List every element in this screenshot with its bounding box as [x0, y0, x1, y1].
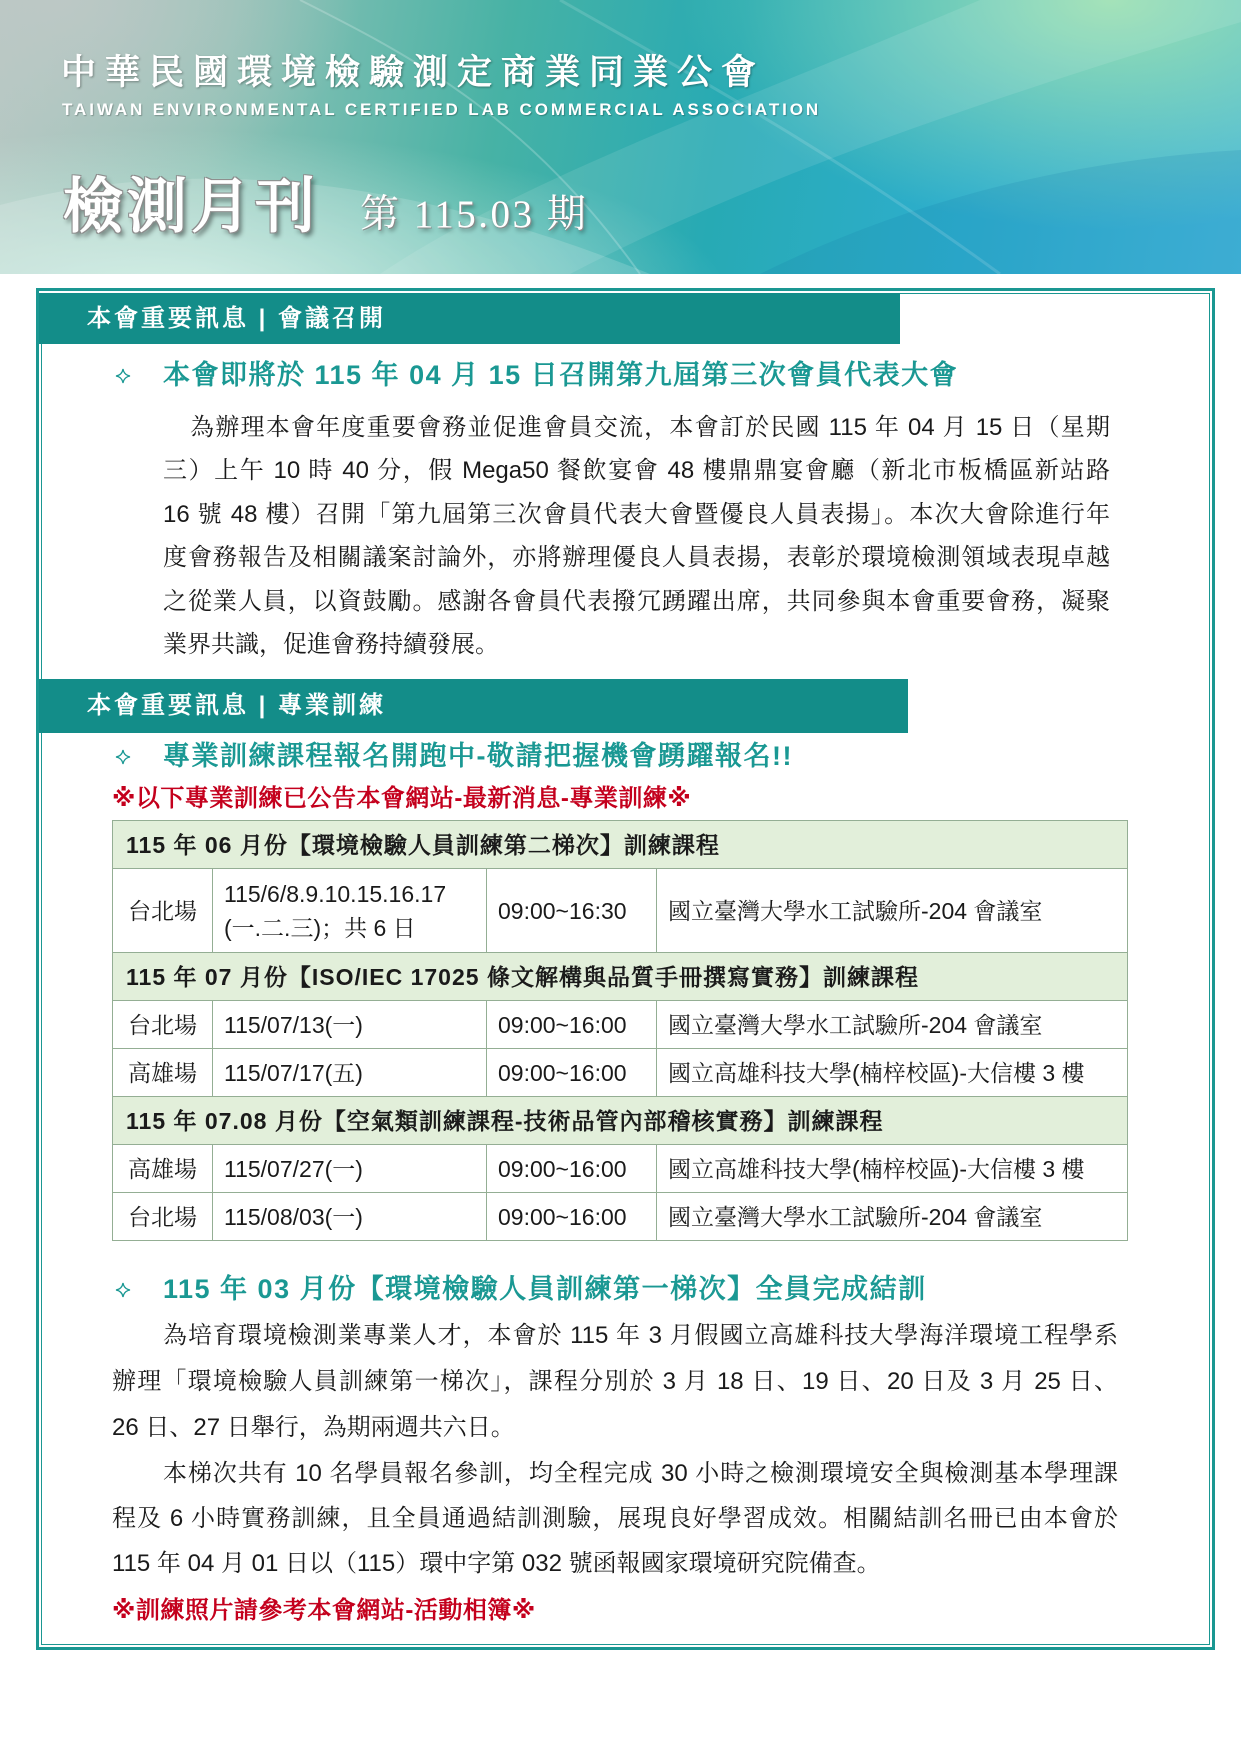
session-location: 國立高雄科技大學(楠梓校區)-大信樓 3 樓	[657, 1145, 1128, 1193]
paragraph-line: 業界共識，促進會務持續發展。	[163, 630, 499, 658]
paragraph-line: 三）上午 10 時 40 分，假 Mega50 餐飲宴會 48 樓鼎鼎宴會廳（新北市板橋區新站路	[163, 457, 1110, 485]
training-completion-title	[115, 1271, 1115, 1307]
training-photos-notice: ※訓練照片請參考本會網站-活動相簿※	[112, 1597, 536, 1624]
session-date: 115/08/03(一)	[213, 1193, 487, 1241]
course-session-row	[113, 1145, 1128, 1193]
session-venue: 台北場	[113, 869, 213, 953]
session-date: 115/07/17(五)	[213, 1049, 487, 1097]
publication-title: 檢測月刊	[63, 173, 319, 240]
session-location: 國立臺灣大學水工試驗所-204 會議室	[657, 1001, 1128, 1049]
four-pointed-star-icon	[115, 368, 131, 384]
course-session-row	[113, 1049, 1128, 1097]
session-location: 國立臺灣大學水工試驗所-204 會議室	[657, 869, 1128, 953]
course-session-row	[113, 869, 1128, 953]
session-venue: 台北場	[113, 1193, 213, 1241]
session-time: 09:00~16:00	[487, 1001, 657, 1049]
course-group-row	[113, 1097, 1128, 1145]
paragraph-line: 16 號 48 樓）召開「第九屆第三次會員代表大會暨優良人員表揚」。本次大會除進行年	[163, 500, 1110, 528]
course-group-title: 115 年 07.08 月份【空氣類訓練課程-技術品管內部稽核實務】訓練課程	[113, 1097, 1128, 1145]
course-schedule-table	[112, 820, 1128, 1241]
session-date	[213, 869, 487, 953]
session-time: 09:00~16:00	[487, 1049, 657, 1097]
masthead-banner	[0, 0, 1241, 274]
section-heading-meeting: 本會重要訊息 | 會議召開	[39, 293, 900, 344]
paragraph-line: 115 年 04 月 01 日以（115）環中字第 032 號函報國家環境研究院備查。	[112, 1550, 881, 1577]
paragraph-line: 程及 6 小時實務訓練，且全員通過結訓測驗，展現良好學習成效。相關結訓名冊已由本會於	[112, 1505, 1118, 1532]
training-website-notice: ※以下專業訓練已公告本會網站-最新消息-專業訓練※	[112, 785, 692, 812]
course-group-title: 115 年 06 月份【環境檢驗人員訓練第二梯次】訓練課程	[113, 821, 1128, 869]
association-name-en: TAIWAN ENVIRONMENTAL CERTIFIED LAB COMMERCIAL ASSOCIATION	[62, 100, 822, 119]
session-time: 09:00~16:00	[487, 1193, 657, 1241]
four-pointed-star-icon	[115, 749, 131, 765]
four-pointed-star-icon	[115, 1282, 131, 1298]
meeting-title-text: 本會即將於 115 年 04 月 15 日召開第九屆第三次會員代表大會	[163, 360, 959, 390]
paragraph-line: 辦理「環境檢驗人員訓練第一梯次」，課程分別於 3 月 18 日、19 日、20 日及 3 月 25 日、	[112, 1368, 1118, 1395]
paragraph-line: 為辦理本會年度重要會務並促進會員交流，本會訂於民國 115 年 04 月 15 日（星期	[190, 414, 1110, 441]
paragraph-line: 度會務報告及相關議案討論外，亦將辦理優良人員表揚，表彰於環境檢測領域表現卓越	[163, 544, 1110, 572]
association-name-zh: 中華民國環境檢驗測定商業同業公會	[61, 53, 766, 92]
paragraph-line: 本梯次共有 10 名學員報名參訓，均全程完成 30 小時之檢測環境安全與檢測基本學理課	[163, 1460, 1118, 1487]
session-venue: 高雄場	[113, 1145, 213, 1193]
meeting-announcement-title	[115, 357, 1115, 393]
session-location: 國立高雄科技大學(楠梓校區)-大信樓 3 樓	[657, 1049, 1128, 1097]
session-date: 115/07/27(一)	[213, 1145, 487, 1193]
paragraph-line: 之從業人員，以資鼓勵。感謝各會員代表撥冗踴躍出席，共同參與本會重要會務，凝聚	[163, 587, 1110, 615]
meeting-paragraph	[163, 406, 1110, 666]
course-session-row	[113, 1193, 1128, 1241]
session-venue: 高雄場	[113, 1049, 213, 1097]
training-title-text: 專業訓練課程報名開跑中-敬請把握機會踴躍報名!!	[163, 741, 793, 771]
completion-paragraph	[112, 1451, 1118, 1586]
course-group-row	[113, 953, 1128, 1001]
session-location: 國立臺灣大學水工試驗所-204 會議室	[657, 1193, 1128, 1241]
session-venue: 台北場	[113, 1001, 213, 1049]
training-registration-title	[115, 738, 1115, 774]
session-date-line: (一.二.三)；共 6 日	[224, 914, 416, 941]
session-time: 09:00~16:30	[487, 869, 657, 953]
session-date-line: 115/6/8.9.10.15.16.17	[224, 880, 447, 907]
session-date: 115/07/13(一)	[213, 1001, 487, 1049]
course-group-row	[113, 821, 1128, 869]
completion-paragraph	[112, 1313, 1118, 1451]
course-group-title: 115 年 07 月份【ISO/IEC 17025 條文解構與品質手冊撰寫實務】訓練課程	[113, 953, 1128, 1001]
paragraph-line: 為培育環境檢測業專業人才，本會於 115 年 3 月假國立高雄科技大學海洋環境工程學系	[163, 1322, 1118, 1349]
course-session-row	[113, 1001, 1128, 1049]
issue-number: 第 115.03 期	[360, 193, 589, 236]
paragraph-line: 26 日、27 日舉行，為期兩週共六日。	[112, 1414, 515, 1441]
session-time: 09:00~16:00	[487, 1145, 657, 1193]
completion-title-text: 115 年 03 月份【環境檢驗人員訓練第一梯次】全員完成結訓	[163, 1274, 927, 1304]
section-heading-training: 本會重要訊息 | 專業訓練	[39, 679, 908, 733]
